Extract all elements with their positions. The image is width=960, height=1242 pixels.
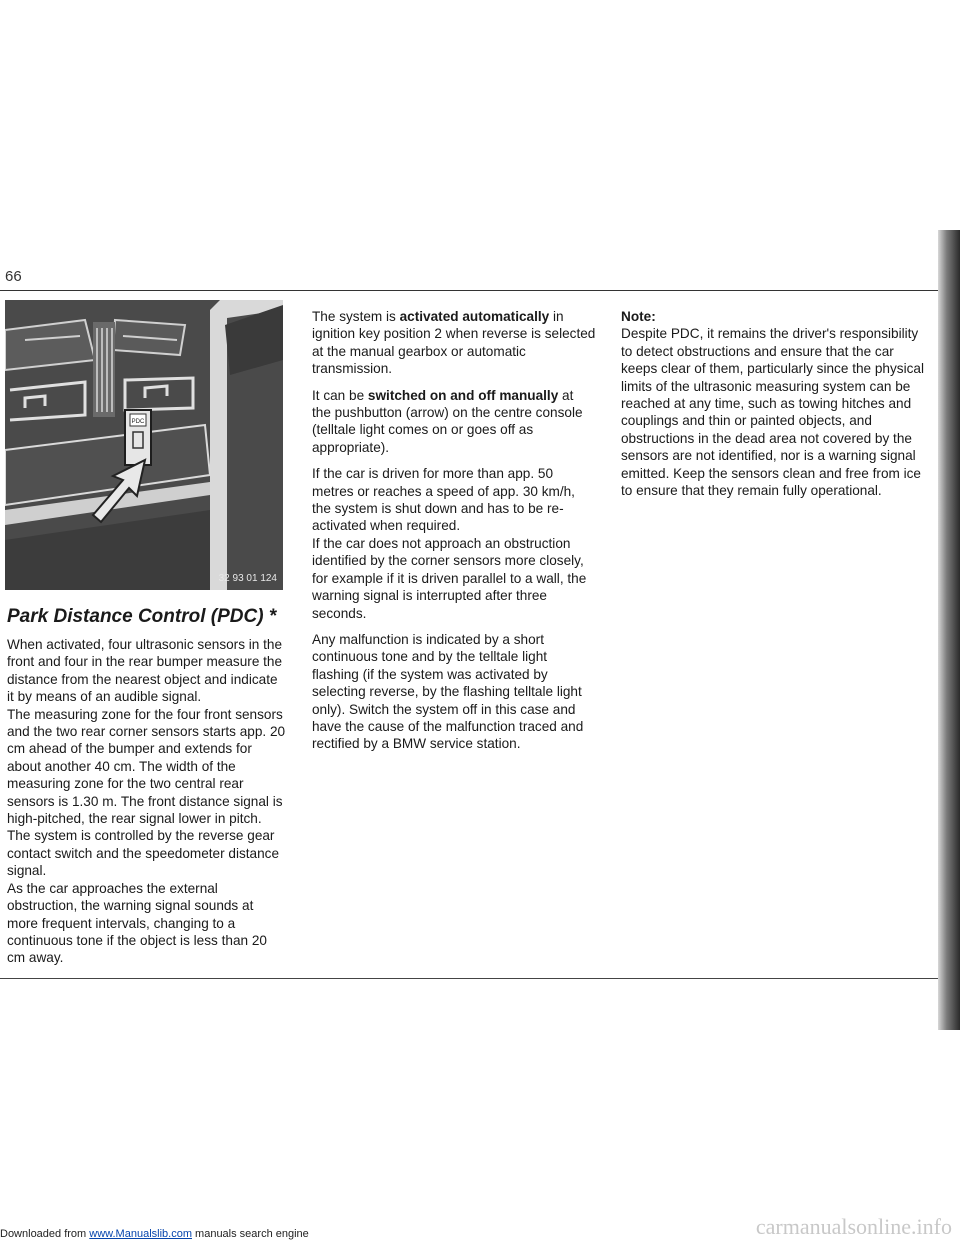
- paragraph-text: As the car approaches the external obstruction, the warning signal sounds at more frequent intervals, changing to a continuous tone if the object is less than 20 cm away.: [7, 880, 267, 966]
- paragraph: [7, 880, 286, 967]
- paragraph-text: It can be: [312, 387, 368, 403]
- paragraph: [312, 465, 596, 535]
- paragraph: [312, 631, 596, 753]
- paragraph: [312, 308, 596, 378]
- note: [621, 308, 927, 499]
- page-number: 66: [5, 268, 22, 285]
- figure-code: 32 93 01 124: [218, 573, 277, 584]
- note-title: Note:: [621, 309, 656, 324]
- manualslib-link[interactable]: www.Manualslib.com: [89, 1228, 192, 1240]
- console-figure: [5, 300, 283, 590]
- page-edge-shadow: [938, 230, 960, 1030]
- column-3: [621, 308, 927, 508]
- footer-suffix: manuals search engine: [191, 1228, 309, 1240]
- paragraph-text: in ignition key position 2 when reverse is selected at the manual gearbox or automatic transmission.: [312, 309, 596, 377]
- footer-prefix: Downloaded from: [0, 1228, 90, 1240]
- top-rule: [0, 290, 938, 291]
- paragraph: [7, 706, 286, 880]
- column-1: [7, 606, 286, 976]
- paragraph-text: The system is: [312, 309, 400, 324]
- paragraph-text: Any malfunction is indicated by a short continuous tone and by the telltale light flashing (if the system was activated by selecting reverse, by the flashing telltale light only). Switch the system off in this case and have the cause of the malfunction traced and rectified by a BMW service station.: [312, 631, 584, 752]
- paragraph: [7, 636, 286, 706]
- console-illustration: [5, 300, 283, 590]
- watermark: carmanualsonline.info: [755, 1214, 952, 1239]
- emphasis-text: activated automatically: [399, 309, 550, 324]
- pdc-label: PDC: [131, 419, 145, 425]
- paragraph: [312, 387, 596, 457]
- paragraph-text: If the car is driven for more than app. 50 metres or reaches a speed of app. 30 km/h, the system is shut down and has to be re-activated when required.: [312, 466, 575, 534]
- paragraph-text: When activated, four ultrasonic sensors in the front and four in the rear bumper measure the distance from the nearest object and indicate it by means of an audible signal.: [7, 637, 283, 705]
- note-text: Despite PDC, it remains the driver's responsibility to detect obstructions and ensure that the car keeps clear of them, particularly since the physical limits of the ultrasonic measuring system can be reached at any time, such as towing hitches and couplings and thin or painted objects, and obstructions in the dead area not covered by the sensors are not identified, nor is a warning signal emitted. Keep the sensors clean and free from ice to ensure that they remain fully operational.: [621, 326, 924, 499]
- bottom-rule: [0, 978, 938, 979]
- paragraph-text: If the car does not approach an obstruction identified by the corner sensors more closely, for example if it is driven parallel to a wall, the warning signal is interrupted after three seconds.: [312, 535, 587, 621]
- column-2: [312, 308, 596, 762]
- emphasis-text: switched on and off manually: [367, 387, 559, 403]
- paragraph: [312, 535, 596, 622]
- paragraph-text: The measuring zone for the four front sensors and the two rear corner sensors starts app. 20 cm ahead of the bumper and extends for about another 40 cm. The width of the measuring zone for the two central rear sensors is 1.30 m. The front distance signal is high-pitched, the rear signal lower in pitch. The system is controlled by the reverse gear contact switch and the speedometer distance signal.: [7, 706, 286, 879]
- paragraph-text: at the pushbutton (arrow) on the centre console (telltale light comes on or goes off as appropriate).: [312, 387, 583, 455]
- section-title: Park Distance Control (PDC) *: [7, 606, 277, 627]
